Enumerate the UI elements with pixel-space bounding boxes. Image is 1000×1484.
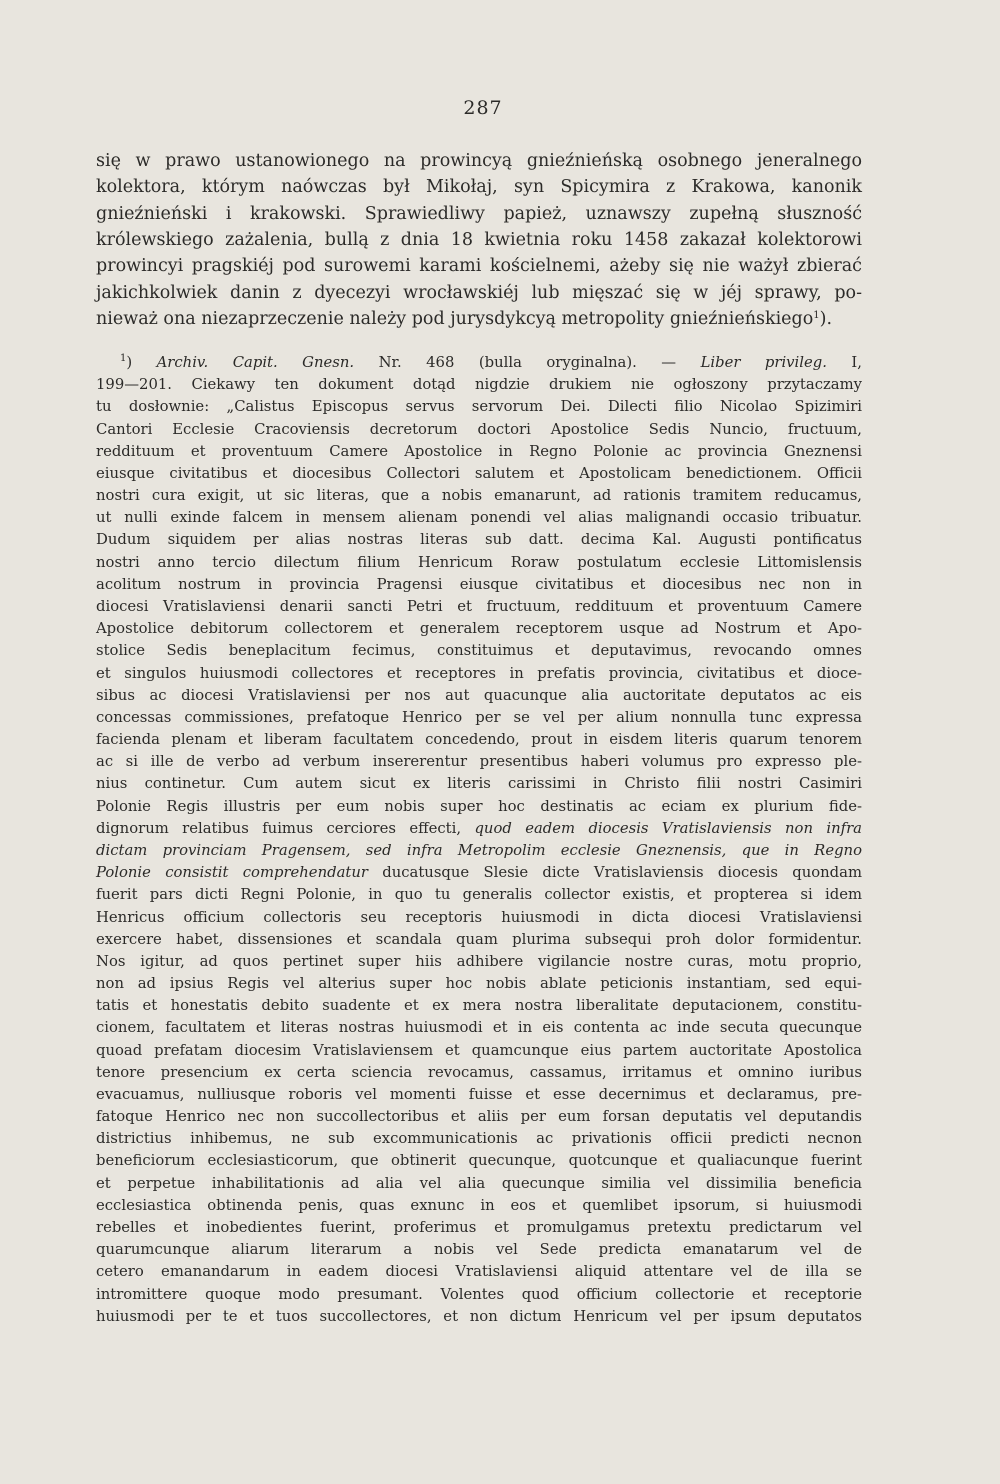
body-line: się w prawo ustanowionego na prowincyą gnieźnieńską osobnego jeneralnego — [96, 151, 862, 171]
footnote-line: et perpetue inhabilitationis ad alia vel alia quecunque similia vel dissimilia beneficia — [96, 1174, 862, 1192]
footnote-reference: 1 — [813, 309, 820, 321]
footnote-line: Cantori Ecclesie Cracoviensis decretorum doctori Apostolice Sedis Nuncio, fructuum, — [96, 420, 862, 438]
italic-quote: dictam provinciam Pragensem, sed infra Metropolim ecclesie Gneznensis, que in Regno — [96, 841, 862, 859]
footnote-line: eiusque civitatibus et diocesibus Collectori salutem et Apostolicam benedictionem. Officii — [96, 464, 862, 482]
footnote-line: rebelles et inobedientes fuerint, proferimus et promulgamus pretextu predictarum vel — [96, 1219, 862, 1237]
footnote-line: nostri cura exigit, ut sic literas, que a nobis emanarunt, ad rationis tramitem reducamus, — [96, 487, 862, 505]
footnote-line: nius continetur. Cum autem sicut ex literis carissimi in Christo filii nostri Casimiri — [96, 775, 862, 793]
footnote-line: Dudum siquidem per alias nostras literas sub datt. decima Kal. Augusti pontificatus — [96, 531, 862, 549]
footnote-line: cionem, facultatem et literas nostras huiusmodi et in eis contenta ac inde secuta quecunque — [96, 1019, 862, 1037]
footnote-line: evacuamus, nulliusque roboris vel momenti fuisse et esse decernimus et declaramus, pre- — [96, 1085, 862, 1103]
footnote-source-ref: Liber privileg. — [700, 354, 827, 371]
page-number: 287 — [463, 97, 503, 119]
footnote-line: Apostolice debitorum collectorem et generalem receptorem usque ad Nostrum et Apo- — [96, 620, 862, 638]
footnote-line: Nos igitur, ad quos pertinet super hiis adhibere vigilancie nostre curas, motu proprio, — [96, 952, 862, 970]
body-line: gnieźnieński i krakowski. Sprawiedliwy papież, uznawszy zupełną słuszność — [96, 203, 862, 224]
footnote-line: quoad prefatam diocesim Vratislaviensem et quamcunque eius partem auctoritate Apostolica — [96, 1041, 862, 1059]
footnote-line: ecclesiastica obtinenda penis, quas exnunc in eos et quemlibet ipsorum, si huiusmodi — [96, 1196, 862, 1214]
footnote-line: dignorum relatibus fuimus cerciores effecti, quod eadem diocesis Vratislaviensis non infra — [96, 819, 863, 837]
body-line: kolektora, którym naówczas był Mikołaj, syn Spicymira z Krakowa, kanonik — [96, 177, 862, 198]
italic-quote: quod eadem diocesis Vratislaviensis non infra — [474, 819, 863, 837]
footnote-line: stolice Sedis beneplacitum fecimus, constituimus et deputavimus, revocando omnes — [96, 642, 862, 660]
footnote-line: fuerit pars dicti Regni Polonie, in quo tu generalis collector existis, et propterea si idem — [96, 886, 862, 904]
body-line: nieważ ona niezaprzeczenie należy pod jurysdykcyą metropolity gnieźnieńskiego$^1$). — [96, 308, 833, 329]
footnote-line: $^1$) Archiv. Capit. Gnesn. Nr. 468 (bulla oryginalna). — Liber privileg. I, — [120, 353, 862, 371]
footnote-line: beneficiorum ecclesiasticorum, que obtinerit quecunque, quotcunque et qualiacunque fuerint — [96, 1152, 862, 1170]
footnote-line: quarumcunque aliarum literarum a nobis vel Sede predicta emanatarum vel de — [96, 1241, 862, 1259]
footnote-line: huiusmodi per te et tuos succollectores, et non dictum Henricum vel per ipsum deputatos — [96, 1307, 862, 1325]
footnote-line: intromittere quoque modo presumant. Volentes quod officium collectorie et receptorie — [96, 1285, 862, 1303]
footnote-line: diocesi Vratislaviensi denarii sancti Petri et fructuum, reddituum et proventuum Camere — [96, 597, 862, 615]
footnote-line: sibus ac diocesi Vratislaviensi per nos aut quacunque alia auctoritate deputatos ac eis — [96, 686, 862, 704]
footnote-line: 199—201. Ciekawy ten dokument dotąd nigdzie drukiem nie ogłoszony przytaczamy — [96, 376, 862, 394]
footnote-line: concessas commissiones, prefatoque Henrico per se vel per alium nonnulla tunc expressa — [96, 708, 862, 726]
italic-quote: Polonie consistit comprehendatur — [96, 864, 368, 882]
footnote-line: exercere habet, dissensiones et scandala quam plurima subsequi proh dolor formidentur. — [96, 930, 862, 948]
footnote-line: Polonie Regis illustris per eum nobis super hoc destinatis ac eciam ex plurium fide- — [96, 797, 862, 815]
body-line: jakichkolwiek danin z dyecezyi wrocławskiéj lub mięszać się w jéj sprawy, po- — [96, 282, 862, 303]
footnote-line: reddituum et proventuum Camere Apostolice in Regno Polonie ac provincia Gneznensi — [96, 442, 862, 460]
footnote-line: et singulos huiusmodi collectores et receptores in prefatis provincia, civitatibus et dioce- — [96, 664, 862, 682]
footnote-line: Henricus officium collectoris seu receptoris huiusmodi in dicta diocesi Vratislaviensi — [96, 908, 862, 926]
body-line: królewskiego zażalenia, bullą z dnia 18 kwietnia roku 1458 zakazał kolektorowi — [96, 229, 862, 250]
footnote-marker: 1 — [120, 353, 127, 364]
footnote-line: Polonie consistit comprehendatur ducatusque Slesie dicte Vratislaviensis diocesis quondam — [96, 864, 863, 882]
footnote-line: tatis et honestatis debito suadente et ex mera nostra liberalitate deputacionem, constitu- — [96, 997, 862, 1015]
footnote-line: non ad ipsius Regis vel alterius super hoc nobis ablate peticionis instantiam, sed equi- — [96, 975, 862, 993]
footnote-line: ac si ille de verbo ad verbum insererentur presentibus haberi volumus pro expresso ple- — [96, 753, 862, 771]
footnote-line: tu dosłownie: „Calistus Episcopus servus servorum Dei. Dilecti filio Nicolao Spizimiri — [96, 398, 862, 416]
footnote-line — [96, 840, 862, 862]
footnote-source-ref: Archiv. Capit. Gnesn. — [156, 354, 355, 371]
footnote-line: acolitum nostrum in provincia Pragensi eiusque civitatibus et diocesibus nec non in — [96, 575, 862, 593]
footnote-line: tenore presencium ex certa sciencia revocamus, cassamus, irritamus et omnino iuribus — [96, 1063, 862, 1081]
footnote-line: nostri anno tercio dilectum filium Henricum Roraw postulatum ecclesie Littomislensis — [96, 553, 862, 571]
body-line: prowincyi pragskiéj pod surowemi karami kościelnemi, ażeby się nie ważył zbierać — [96, 256, 862, 277]
footnote-line: fatoque Henrico nec non succollectoribus et aliis per eum forsan deputatis vel deputandis — [96, 1108, 862, 1126]
footnote-line: ut nulli exinde falcem in mensem alienam ponendi vel alias malignandi occasio tribuatur. — [96, 509, 862, 527]
footnote-line: facienda plenam et liberam facultatem concedendo, prout in eisdem literis quarum tenorem — [96, 731, 862, 749]
footnote-line: cetero emanandarum in eadem diocesi Vratislaviensi aliquid attentare vel de illa se — [96, 1263, 862, 1281]
footnote-line: districtius inhibemus, ne sub excommunicationis ac privationis officii predicti necnon — [96, 1130, 862, 1148]
